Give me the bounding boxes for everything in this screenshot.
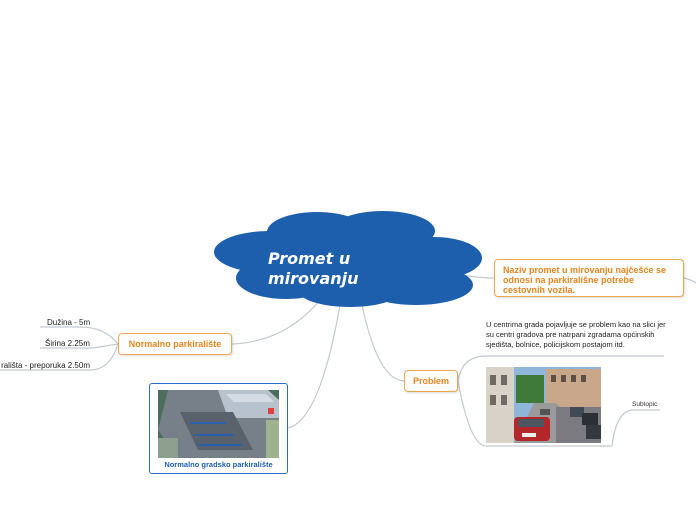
topic-naziv-definition[interactable]: Naziv promet u mirovanju najčešće se odnosi na parkirališne potrebe cestovnih vozila. <box>494 259 684 297</box>
image-card-caption: Normalno gradsko parkiralište <box>164 460 273 469</box>
image-card-normalno-gradsko[interactable] <box>149 383 288 474</box>
connector-naziv-out <box>684 278 696 283</box>
subtopic-preporuka[interactable]: rališta - preporuka 2.50m <box>1 361 90 370</box>
connector-problem <box>362 305 404 381</box>
parking-lot-image <box>158 390 279 458</box>
topic-normalno-parkiraliste[interactable]: Normalno parkiralište <box>118 333 232 355</box>
subtopic-sirina[interactable]: Širina 2.25m <box>45 339 90 348</box>
subtopic-duzina[interactable]: Dužina - 5m <box>47 318 91 327</box>
connector-normalno <box>232 300 320 344</box>
problem-description[interactable]: U centrima grada pojavljuje se problem kao na slici jer su centri gradova pre natrpani zgradama općinskih sjedišta, bolnice, policijskom postajom itd. <box>486 320 666 349</box>
central-topic-title[interactable]: Promet u mirovanju <box>268 249 359 288</box>
topic-problem[interactable]: Problem <box>404 370 458 392</box>
street-parking-image[interactable] <box>486 367 601 443</box>
subtopic-placeholder[interactable]: Subtopic <box>632 401 658 408</box>
connector-subtopic <box>612 410 660 446</box>
